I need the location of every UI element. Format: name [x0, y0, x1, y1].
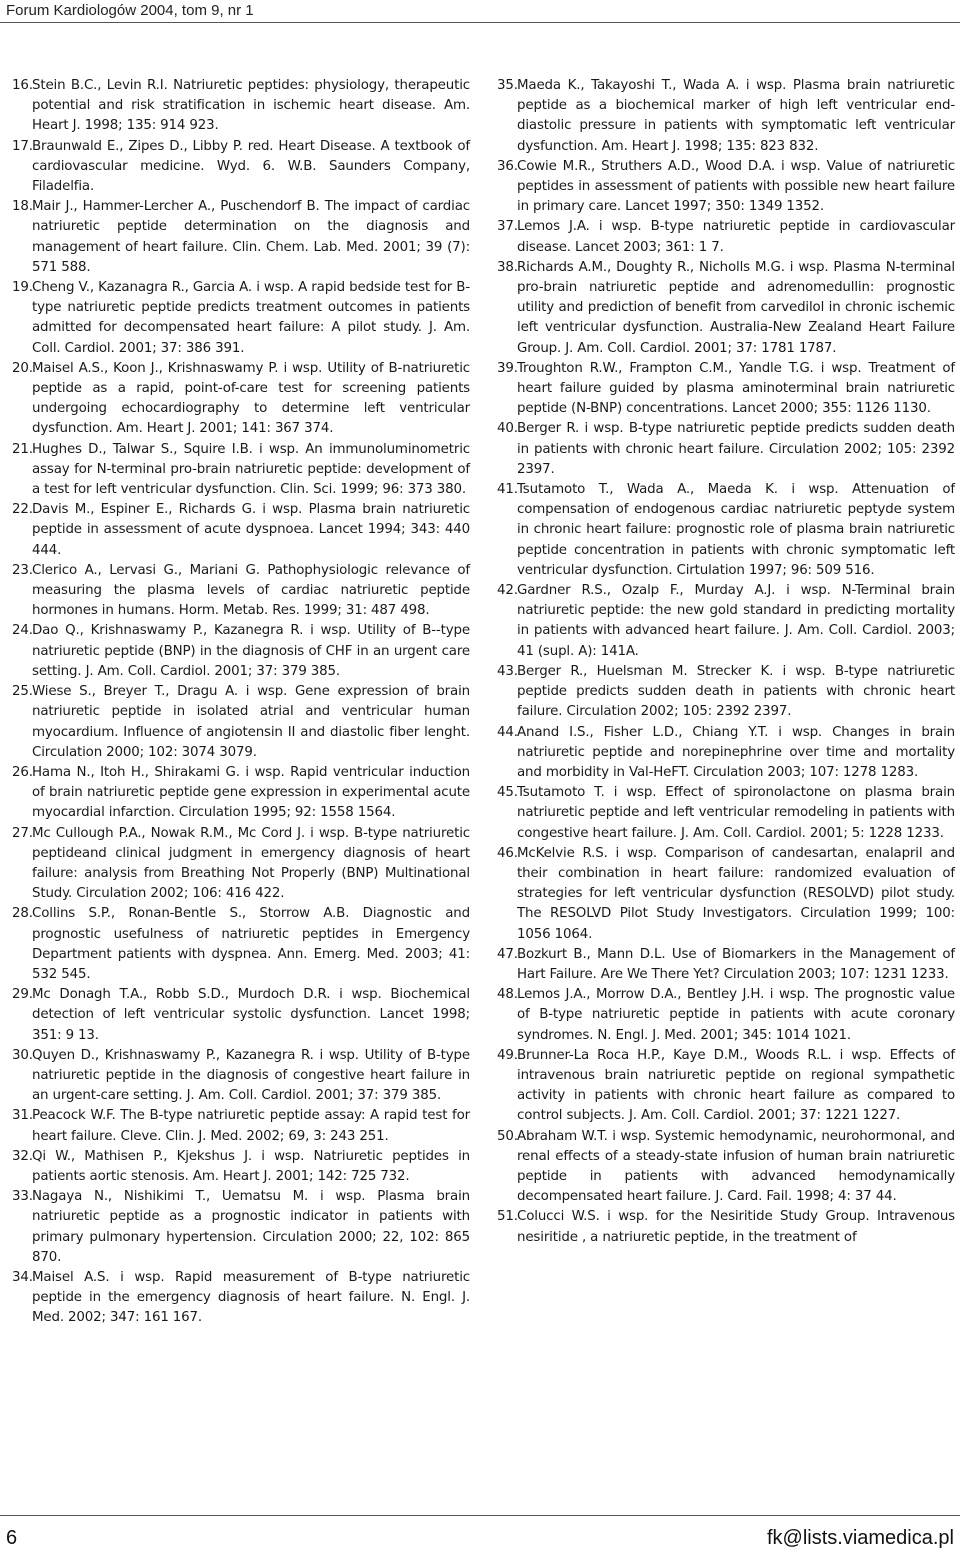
reference-number: 23.: [12, 562, 33, 578]
reference-number: 36.: [497, 158, 518, 174]
reference-text: Brunner-La Roca H.P., Kaye D.M., Woods R.L. i wsp. Effects of intravenous brain natriuretic peptide on regional sympathetic activity in patients with chronic heart failure as compared to control subjects. J. Am. Coll. Cardiol. 2001; 37: 1221 1227.: [517, 1047, 955, 1124]
reference-entry: [12, 1268, 470, 1329]
reference-number: 43.: [497, 663, 518, 679]
reference-number: 38.: [497, 259, 518, 275]
reference-number: 49.: [497, 1047, 518, 1063]
reference-entry: [12, 763, 470, 824]
journal-header: Forum Kardiologów 2004, tom 9, nr 1: [6, 2, 254, 19]
reference-text: Mc Donagh T.A., Robb S.D., Murdoch D.R. i wsp. Biochemical detection of left ventricular systolic dysfunction. Lancet 1998; 351: 9 13.: [32, 987, 470, 1043]
reference-text: Berger R., Huelsman M. Strecker K. i wsp. B-type natriuretic peptide predicts sudden death in patients with chronic heart failure. Circulation 2002; 105: 2392 2397.: [517, 663, 955, 720]
reference-entry: [12, 500, 470, 561]
reference-text: Collins S.P., Ronan-Bentle S., Storrow A.B. Diagnostic and prognostic usefulness of natriuretic peptides in Emergency Department patients with dyspnea. Ann. Emerg. Med. 2003; 41: 532 545.: [32, 906, 470, 982]
reference-entry: [12, 1046, 470, 1107]
reference-number: 44.: [497, 724, 518, 740]
reference-entry: [12, 137, 470, 198]
reference-text: Nagaya N., Nishikimi T., Uematsu M. i wsp. Plasma brain natriuretic peptide as a prognostic indicator in patients with primary pulmonary hypertension. Circulation 2000; 22, 102: 865 870.: [32, 1189, 470, 1265]
reference-entry: [12, 561, 470, 622]
reference-text: Maeda K., Takayoshi T., Wada A. i wsp. Plasma brain natriuretic peptide as a biochemical marker of high left ventricular end-diastolic pressure in patients with symptomatic left ventricular dysfunction. Am. Heart J. 1998; 135: 823 832.: [517, 78, 955, 154]
reference-text: Quyen D., Krishnaswamy P., Kazanegra R. i wsp. Utility of B-type natriuretic peptide in the diagnosis of congestive heart failure in an urgent-care setting. J. Am. Coll. Cardiol. 2001; 37: 379 385.: [32, 1047, 470, 1104]
reference-entry: [497, 1207, 955, 1247]
reference-text: McKelvie R.S. i wsp. Comparison of candesartan, enalapril and their combination in heart failure: randomized evaluation of strategies for left ventricular dysfunction (RESOLVD) pilot study. The RESOLVD Pilot Study Investigators. Circulation 1999; 100: 1056 1064.: [517, 845, 955, 942]
reference-number: 30.: [12, 1047, 33, 1063]
reference-entry: [12, 904, 470, 985]
reference-entry: [12, 824, 470, 905]
references-column-left: [12, 76, 470, 1329]
reference-text: Wiese S., Breyer T., Dragu A. i wsp. Gene expression of brain natriuretic peptide in isolated atrial and ventricular human myocardium. Influence of angiotensin II and diastolic fiber lenght. Circulation 2000; 102: 3074 3079.: [32, 684, 470, 760]
reference-entry: [12, 278, 470, 359]
reference-entry: [12, 1106, 470, 1146]
reference-number: 16.: [12, 78, 33, 93]
reference-number: 27.: [12, 825, 33, 841]
reference-text: Peacock W.F. The B-type natriuretic peptide assay: A rapid test for heart failure. Cleve. Clin. J. Med. 2002; 69, 3: 243 251.: [32, 1108, 470, 1144]
reference-number: 28.: [12, 906, 33, 922]
reference-number: 48.: [497, 987, 518, 1003]
reference-number: 40.: [497, 421, 518, 437]
reference-text: Dao Q., Krishnaswamy P., Kazanegra R. i wsp. Utility of B--type natriuretic peptide (BNP) in the diagnosis of CHF in an urgent care setting. J. Am. Coll. Cardiol. 2001; 37: 379 385.: [32, 623, 470, 679]
reference-entry: [497, 258, 955, 359]
reference-text: Troughton R.W., Frampton C.M., Yandle T.G. i wsp. Treatment of heart failure guided by plasma aminoterminal brain natriuretic peptide (N-BNP) concentrations. Lancet 2000; 355: 1126 1130.: [517, 360, 955, 417]
reference-text: Lemos J.A. i wsp. B-type natriuretic peptide in cardiovascular disease. Lancet 2003; 361: 1 7.: [517, 219, 955, 255]
reference-number: 18.: [12, 199, 33, 215]
reference-text: Maisel A.S. i wsp. Rapid measurement of B-type natriuretic peptide in the emergency diagnosis of heart failure. N. Engl. J. Med. 2002; 347: 161 167.: [32, 1269, 470, 1326]
reference-number: 34.: [12, 1269, 33, 1285]
reference-number: 51.: [497, 1209, 518, 1225]
page-number: 6: [6, 1527, 18, 1549]
reference-number: 47.: [497, 946, 518, 962]
reference-text: Berger R. i wsp. B-type natriuretic peptide predicts sudden death in patients with chronic heart failure. Circulation 2002; 105: 2392 2397.: [517, 421, 955, 477]
footer-rule: [0, 1515, 960, 1516]
reference-text: Tsutamoto T., Wada A., Maeda K. i wsp. Attenuation of compensation of endogenous cardiac natriuretic peptyde system in chronic heart failure: prognostic role of plasma brain natriuretic peptide concentration in patients with chronic symptomatic left ventricular dysfunction. Cirtulation 1997; 96: 509 516.: [517, 482, 955, 578]
reference-entry: [12, 1187, 470, 1268]
reference-entry: [497, 723, 955, 784]
reference-entry: [497, 662, 955, 723]
reference-text: Clerico A., Lervasi G., Mariani G. Pathophysiologic relevance of measuring the plasma levels of cardiac natriuretic peptide hormones in humans. Horm. Metab. Res. 1999; 31: 487 498.: [32, 562, 470, 619]
reference-text: Mair J., Hammer-Lercher A., Puschendorf B. The impact of cardiac natriuretic peptide determination on the diagnosis and management of heart failure. Clin. Chem. Lab. Med. 2001; 39 (7): 571 588.: [32, 199, 470, 275]
reference-number: 29.: [12, 987, 33, 1003]
reference-text: Cheng V., Kazanagra R., Garcia A. i wsp. A rapid bedside test for B-type natriuretic peptide predicts treatment outcomes in patients admitted for decompensated heart failure: A pilot study. J. Am. Coll. Cardiol. 2001; 37: 386 391.: [32, 280, 470, 356]
reference-text: Lemos J.A., Morrow D.A., Bentley J.H. i wsp. The prognostic value of B-type natriuretic peptide in patients with acute coronary syndromes. N. Engl. J. Med. 2001; 345: 1014 1021.: [517, 987, 955, 1043]
reference-number: 35.: [497, 78, 518, 93]
reference-number: 26.: [12, 764, 33, 780]
reference-number: 20.: [12, 360, 33, 376]
reference-text: Braunwald E., Zipes D., Libby P. red. Heart Disease. A textbook of cardiovascular medicine. Wyd. 6. W.B. Saunders Company, Filadelfia.: [32, 138, 470, 195]
reference-entry: [497, 480, 955, 581]
reference-number: 39.: [497, 360, 518, 376]
reference-entry: [12, 985, 470, 1046]
reference-number: 50.: [497, 1128, 518, 1144]
reference-number: 25.: [12, 684, 33, 700]
header-rule: [0, 22, 960, 23]
footer-email: fk@lists.viamedica.pl: [766, 1527, 954, 1549]
reference-entry: [497, 1046, 955, 1127]
reference-text: Hama N., Itoh H., Shirakami G. i wsp. Rapid ventricular induction of brain natriuretic peptide gene expression in experimental acute myocardial infarction. Circulation 1995; 92: 1558 1564.: [32, 764, 470, 821]
reference-number: 32.: [12, 1148, 33, 1164]
reference-entry: [497, 359, 955, 420]
reference-text: Hughes D., Talwar S., Squire I.B. i wsp. An immunoluminometric assay for N-terminal pro-brain natriuretic peptide: development of a test for left ventricular dysfunction. Clin. Sci. 1999; 96: 373 380.: [32, 441, 470, 498]
reference-number: 21.: [12, 441, 33, 457]
reference-entry: [12, 76, 470, 137]
reference-entry: [497, 76, 955, 157]
reference-text: Maisel A.S., Koon J., Krishnaswamy P. i wsp. Utility of B-natriuretic peptide as a rapid, point-of-care test for screening patients undergoing echocardiography to determine left ventricular dysfunction. Am. Heart J. 2001; 141: 367 374.: [32, 360, 470, 437]
reference-text: Tsutamoto T. i wsp. Effect of spironolactone on plasma brain natriuretic peptide and left ventricular remodeling in patients with congestive heart failure. J. Am. Coll. Cardiol. 2001; 5: 1228 1233.: [517, 785, 955, 841]
reference-entry: [497, 783, 955, 844]
reference-entry: [497, 217, 955, 257]
reference-number: 37.: [497, 219, 518, 235]
reference-text: Anand I.S., Fisher L.D., Chiang Y.T. i wsp. Changes in brain natriuretic peptide and norepinephrine over time and mortality and morbidity in Val-HeFT. Circulation 2003; 107: 1278 1283.: [517, 724, 955, 780]
reference-text: Gardner R.S., Ozalp F., Murday A.J. i wsp. N-Terminal brain natriuretic peptide: the new gold standard in predicting mortality in patients with advanced heart failure. J. Am. Coll. Cardiol. 2003; 41 (supl. A): 141A.: [517, 583, 955, 659]
reference-text: Davis M., Espiner E., Richards G. i wsp. Plasma brain natriuretic peptide in assessment of acute dyspnoea. Lancet 1994; 343: 440 444.: [32, 502, 470, 558]
reference-entry: [12, 621, 470, 682]
reference-text: Colucci W.S. i wsp. for the Nesiritide Study Group. Intravenous nesiritide , a natriuretic peptide, in the treatment of: [517, 1209, 955, 1245]
reference-number: 45.: [497, 785, 518, 801]
reference-number: 33.: [12, 1189, 33, 1205]
reference-text: Richards A.M., Doughty R., Nicholls M.G. i wsp. Plasma N-terminal pro-brain natriuretic peptide and adrenomedullin: prognostic utility and prediction of benefit from carvedilol in chronic ischemic left ventricular dysfunction. Australia-New Zealand Heart Failure Group. J. Am. Coll. Cardiol. 2001; 37: 1781 1787.: [517, 259, 955, 356]
reference-entry: [12, 197, 470, 278]
reference-number: 46.: [497, 845, 518, 861]
reference-text: Bozkurt B., Mann D.L. Use of Biomarkers in the Management of Hart Failure. Are We There Yet? Circulation 2003; 107: 1231 1233.: [517, 946, 955, 982]
reference-entry: [12, 1147, 470, 1187]
reference-entry: [12, 682, 470, 763]
reference-number: 24.: [12, 623, 33, 639]
reference-entry: [497, 1127, 955, 1208]
reference-entry: [12, 440, 470, 501]
reference-text: Qi W., Mathisen P., Kjekshus J. i wsp. Natriuretic peptides in patients aortic stenosis. Am. Heart J. 2001; 142: 725 732.: [32, 1148, 470, 1184]
reference-entry: [497, 985, 955, 1046]
reference-entry: [497, 419, 955, 480]
reference-number: 42.: [497, 583, 518, 599]
reference-text: Abraham W.T. i wsp. Systemic hemodynamic, neurohormonal, and renal effects of a steady-state infusion of human brain natriuretic peptide in patients with advanced hemodynamically decompensated heart failure. J. Card. Fail. 1998; 4: 37 44.: [517, 1128, 955, 1205]
reference-text: Stein B.C., Levin R.I. Natriuretic peptides: physiology, therapeutic potential and risk stratification in ischemic heart disease. Am. Heart J. 1998; 135: 914 923.: [32, 78, 470, 134]
reference-number: 17.: [12, 138, 33, 154]
reference-entry: [497, 844, 955, 945]
references-column-right: [497, 76, 955, 1248]
reference-entry: [497, 157, 955, 218]
reference-number: 41.: [497, 482, 518, 498]
reference-number: 31.: [12, 1108, 33, 1124]
reference-entry: [12, 359, 470, 440]
reference-number: 22.: [12, 502, 33, 518]
reference-number: 19.: [12, 280, 33, 296]
reference-entry: [497, 945, 955, 985]
reference-text: Cowie M.R., Struthers A.D., Wood D.A. i wsp. Value of natriuretic peptides in assessment of patients with possible new heart failure in primary care. Lancet 1997; 350: 1349 1352.: [517, 158, 955, 215]
reference-entry: [497, 581, 955, 662]
reference-text: Mc Cullough P.A., Nowak R.M., Mc Cord J. i wsp. B-type natriuretic peptideand clinical judgment in emergency diagnosis of heart failure: analysis from Breathing Not Properly (BNP) Multinational Study. Circulation 2002; 106: 416 422.: [32, 825, 470, 902]
